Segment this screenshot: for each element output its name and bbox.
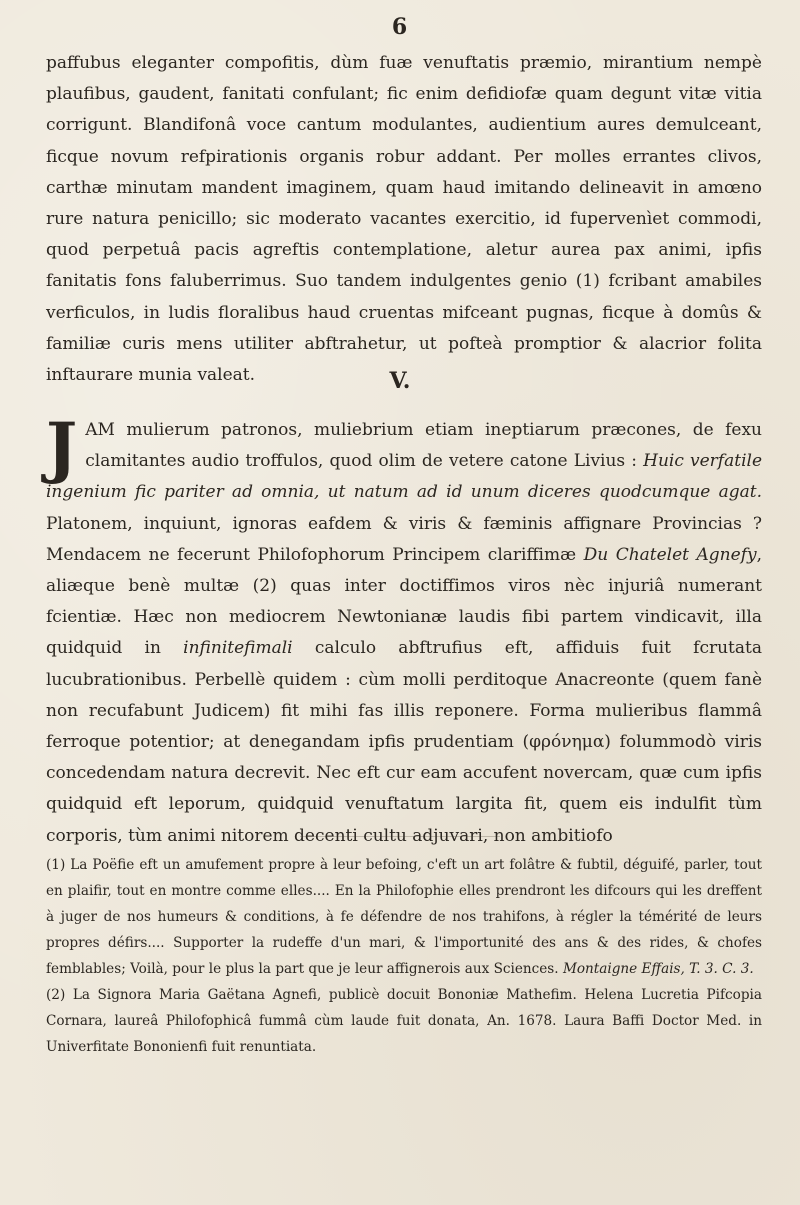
- footnotes: [46, 852, 762, 1060]
- section-v-paragraph: [46, 408, 763, 852]
- section-v-text-3: , aliæque benè multæ (2) quas inter doctiffimos viros nèc injuriâ numerant fcientiæ. Hæc non mediocrem Newtonianæ laudis fibi partem vindicavit, illa quidquid in: [46, 544, 762, 659]
- names-italic: Du Chatelet Agnefy: [583, 544, 757, 565]
- section-v-text-2: Platonem, inquiunt, ignoras eafdem & viris & fæminis affignare Provincias ? Mendacem ne fecerunt Philofophorum Principem clariffimæ: [46, 513, 762, 565]
- footnote-1-source: Montaigne Effais, T. 3. C. 3.: [562, 961, 754, 977]
- term-italic: infinitefimali: [183, 638, 293, 659]
- section-v-text-4: calculo abftrufius eft, affiduis fuit fcrutata lucubrationibus. Perbellè quidem : cùm molli perditoque Anacreonte (quem fanè non recufabunt Judicem) fit mihi fas illis reponere. Forma mulieribus flammâ ferroque potentior; at denegandam ipfis prudentiam (φρόνημα) folummodò viris concedendam natura decrevit. Nec eft cur eam accufent novercam, quæ cum ipfis quidquid eft leporum, quidquid venuftatum largita fit, quem eis indulfit tùm corporis, tùm animi nitorem decenti cultu adjuvari, non ambitiofo: [46, 638, 762, 846]
- drop-cap: J: [46, 408, 78, 486]
- footnote-1: [46, 852, 762, 982]
- livius-quote: Huic verfatile ingenium fic pariter ad omnia, ut natum ad id unum diceres quodcumque agat.: [46, 451, 763, 503]
- section-v-body: [46, 408, 763, 852]
- footnote-divider: [300, 836, 500, 837]
- footnote-2: (2) La Signora Maria Gaëtana Agnefi, publicè docuit Bononiæ Mathefim. Helena Lucretia Pifcopia Cornara, laureâ Philofophicâ fummâ cùm laude fuit donata, An. 1678. Laura Baffi Doctor Med. in Univerfitate Bononienfi fuit renuntiata.: [46, 987, 762, 1055]
- section-heading: V.: [389, 368, 411, 394]
- page-number: 6: [391, 14, 409, 40]
- section-v-text-1: AM mulierum patronos, muliebrium etiam ineptiarum præcones, de fexu clamitantes audio troffulos, quod olim de vetere catone Livius :: [85, 420, 762, 472]
- paragraph-continuation: [46, 48, 762, 391]
- footnote-1-text: (1) La Poëfie eft un amufement propre à leur befoing, c'eft un art folâtre & fubtil, déguifé, parler, tout en plaifir, tout en montre comme elles.... En la Philofophie elles prendront les difcours qui les dreffent à juger de nos humeurs & conditions, à fe défendre de nos trahifons, à régler la témérité de leurs propres défirs.... Supporter la rudeffe d'un mari, & l'importunité des ans & des rides, & chofes femblables; Voilà, pour le plus la part que je leur affignerois aux Sciences.: [46, 857, 762, 977]
- paragraph-text: paffubus eleganter compofitis, dùm fuæ venuftatis præmio, mirantium nempè plaufibus, gaudent, fanitati confulant; fic enim defidiofæ quam degunt vitæ vitia corrigunt. Blandifonâ voce cantum modulantes, audientium aures demulceant, ficque novum refpirationis organis robur addant. Per molles errantes clivos, carthæ minutam mandent imaginem, quam haud imitando delineavit in amœno rure natura penicillo; sic moderato vacantes exercitio, id fupervenìet commodi, quod perpetuâ pacis agreftis contemplatione, aletur aurea pax animi, ipfis fanitatis fons faluberrimus. Suo tandem indulgentes genio (1) fcribant amabiles verficulos, in ludis floralibus haud cruentas mifceant pugnas, ficque à domûs & familiæ curis mens utiliter abftrahetur, ut pofteà promptior & alacrior folita inftaurare munia valeat.: [46, 53, 762, 386]
